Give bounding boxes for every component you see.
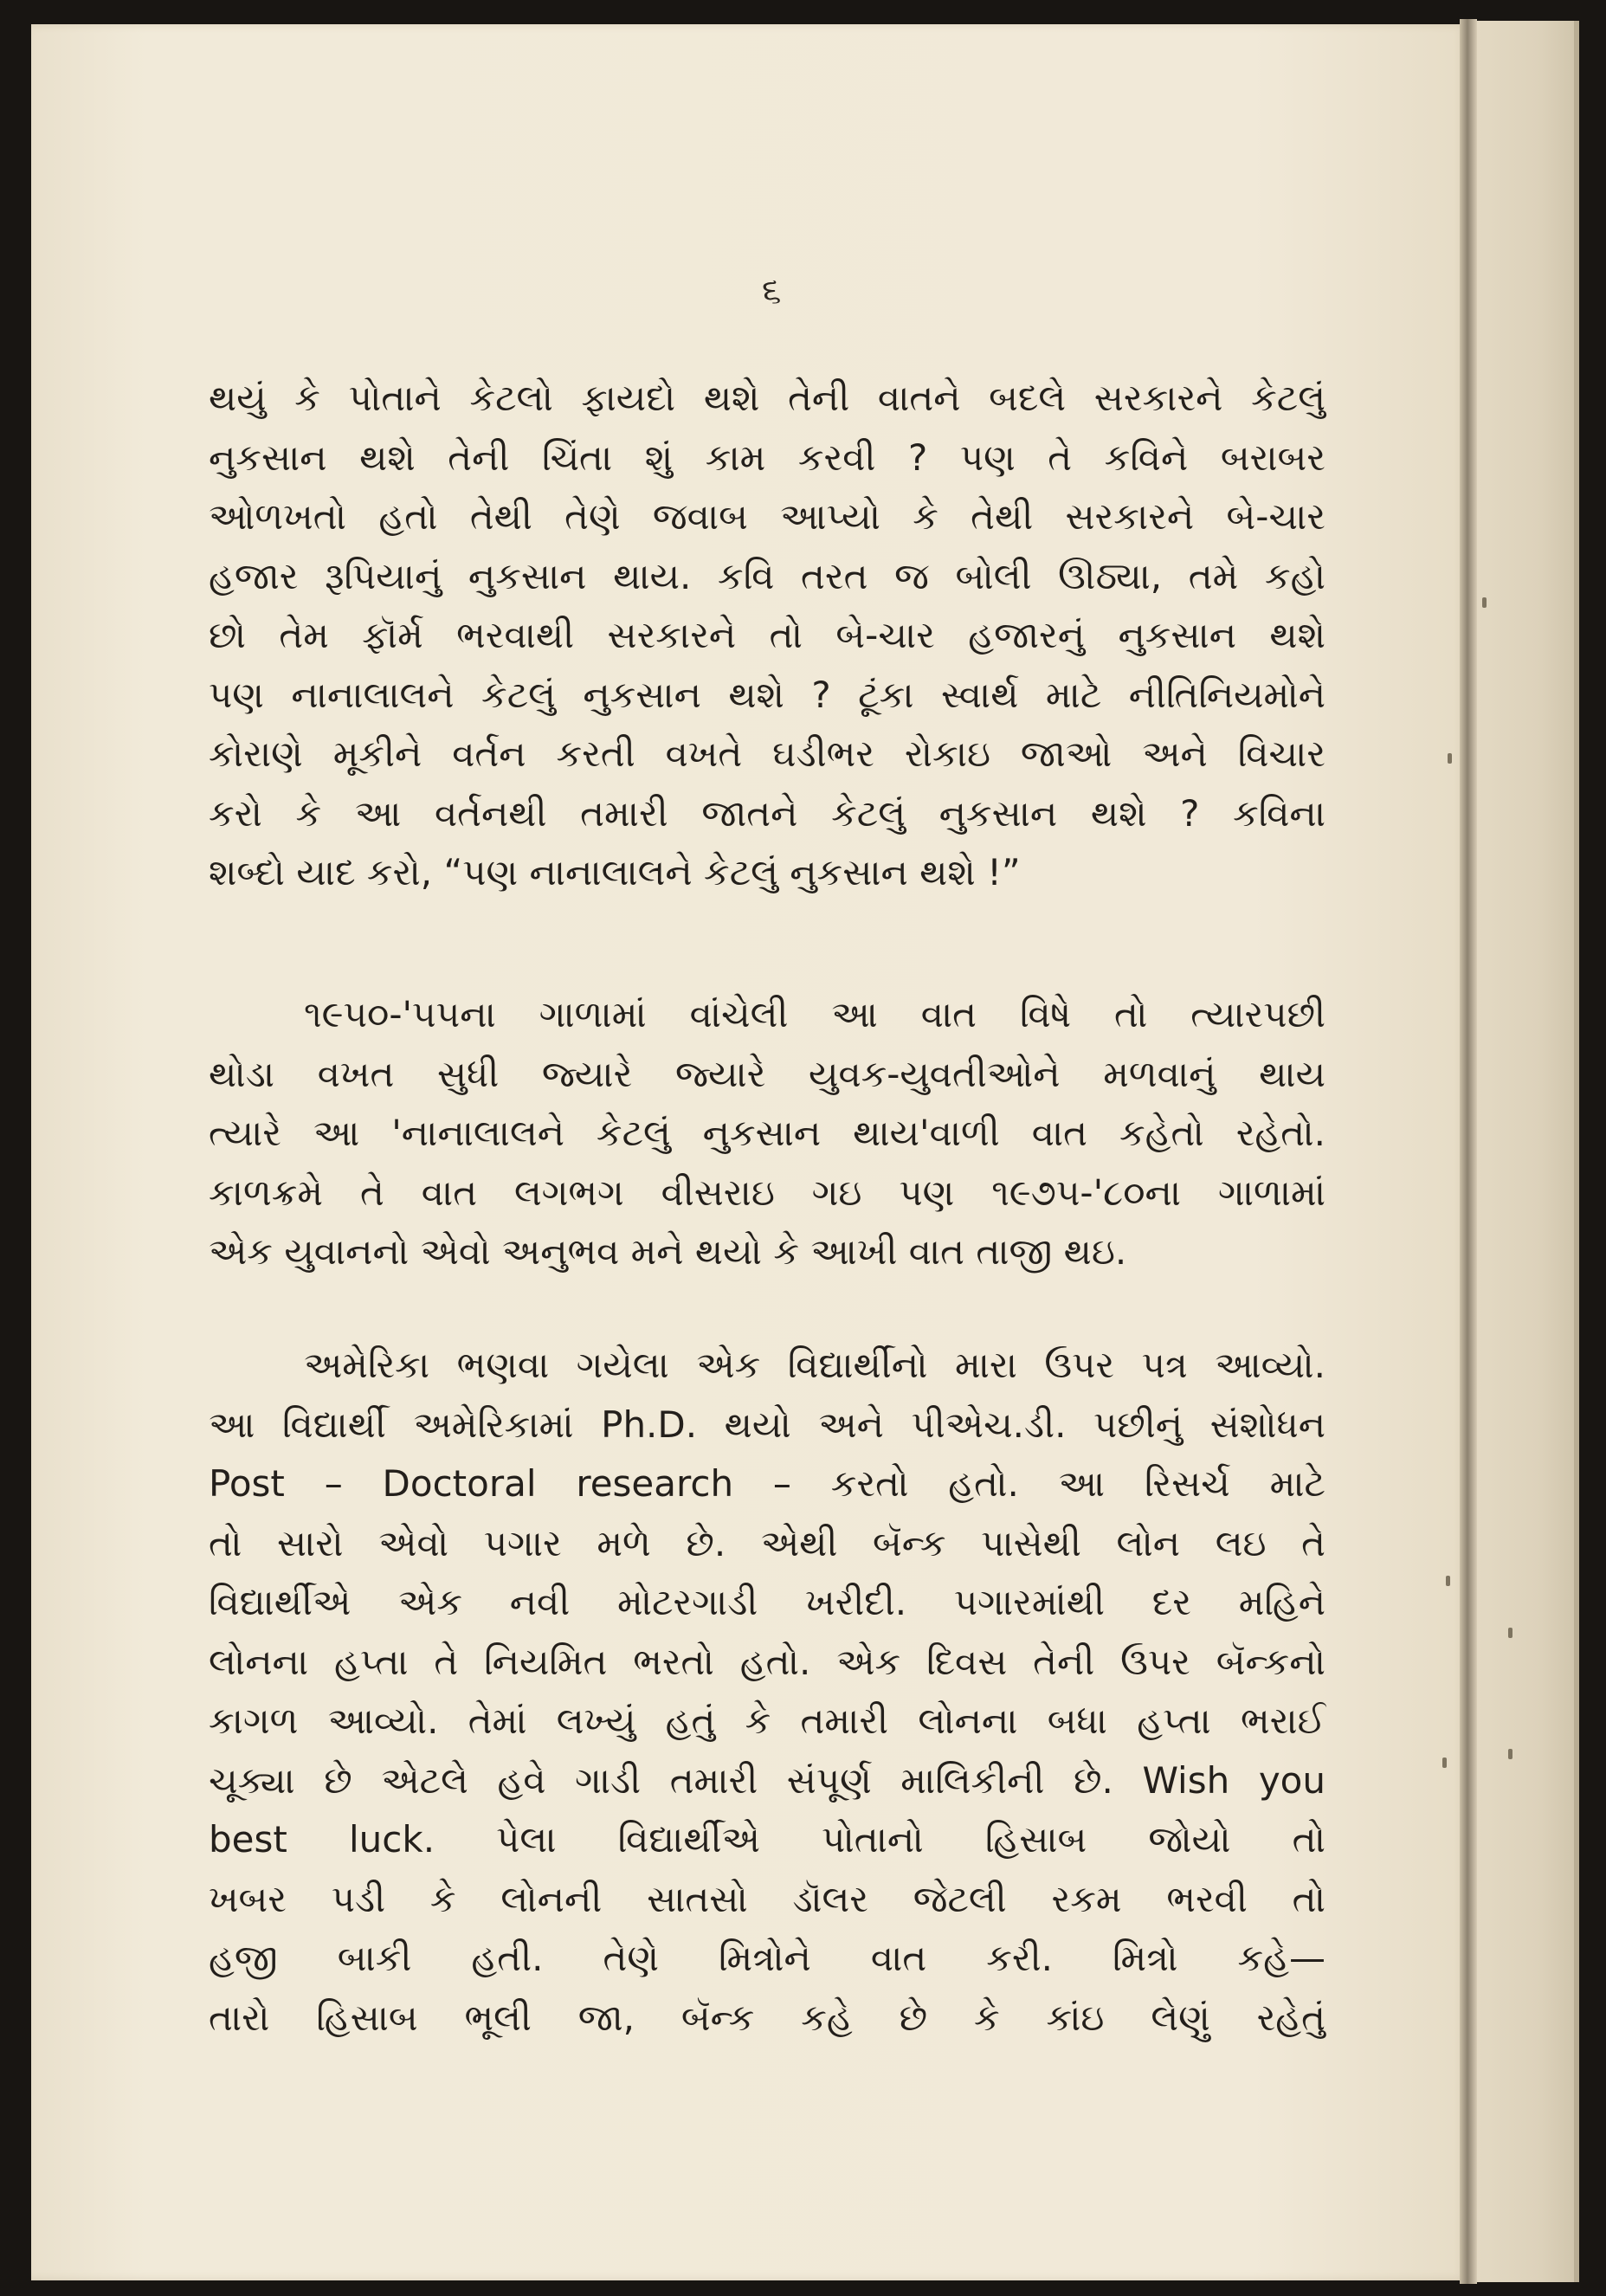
text-line: પણ નાનાલાલને કેટલું નુકસાન થશે ? ટૂંકા સ્વાર્થ માટે નીતિનિયમોને <box>209 673 1325 716</box>
page-edge-shadow <box>1574 21 1579 2282</box>
text-line: best luck. પેલા વિદ્યાર્થીએ પોતાનો હિસાબ જોયો તો <box>209 1818 1325 1861</box>
text-line: લોનના હપ્તા તે નિયમિત ભરતો હતો. એક દિવસ તેની ઉપર બૅન્કનો <box>209 1640 1325 1683</box>
text-line: થયું કે પોતાને કેટલો ફાયદો થશે તેની વાતને બદલે સરકારને કેટલું <box>209 377 1325 419</box>
text-line: નુકસાન થશે તેની ચિંતા શું કામ કરવી ? પણ તે કવિને બરાબર <box>209 435 1325 479</box>
text-line: ૧૯૫૦-'૫૫ના ગાળામાં વાંચેલી આ વાત વિષે તો ત્યારપછી <box>304 993 1325 1035</box>
paragraph-3 <box>209 1336 1325 2048</box>
text-line: વિદ્યાર્થીએ એક નવી મોટરગાડી ખરીદી. પગારમાંથી દર મહિને <box>209 1581 1325 1623</box>
paper-speck <box>1442 1757 1447 1768</box>
book-page <box>31 24 1468 2280</box>
text-line: તો સારો એવો પગાર મળે છે. એથી બૅન્ક પાસેથી લોન લઇ તે <box>209 1521 1325 1564</box>
text-line: ત્યારે આ 'નાનાલાલને કેટલું નુકસાન થાય'વાળી વાત કહેતો રહેતો. <box>209 1112 1325 1154</box>
paper-speck <box>1508 1628 1512 1638</box>
paper-speck <box>1448 753 1452 764</box>
paper-speck <box>1482 597 1487 608</box>
text-line: છો તેમ ફૉર્મ ભરવાથી સરકારને તો બે-ચાર હજારનું નુકસાન થશે <box>209 614 1325 656</box>
book-gutter <box>1460 19 1477 2284</box>
text-line: તારો હિસાબ ભૂલી જા, બૅન્ક કહે છે કે કાંઇ લેણું રહેતું <box>209 1996 1325 2039</box>
text-line: એક યુવાનનો એવો અનુભવ મને થયો કે આખી વાત તાજી થઇ. <box>209 1230 1127 1273</box>
text-line: ખબર પડી કે લોનની સાતસો ડૉલર જેટલી રકમ ભરવી તો <box>209 1877 1325 1920</box>
text-line: અમેરિકા ભણવા ગયેલા એક વિદ્યાર્થીનો મારા ઉપર પત્ર આવ્યો. <box>304 1344 1325 1386</box>
text-line: કાગળ આવ્યો. તેમાં લખ્યું હતું કે તમારી લોનના બધા હપ્તા ભરાઈ <box>209 1699 1325 1742</box>
text-line: કરો કે આ વર્તનથી તમારી જાતને કેટલું નુકસાન થશે ? કવિના <box>209 791 1325 835</box>
page-number: ૬ <box>762 271 782 311</box>
text-line: આ વિદ્યાર્થી અમેરિકામાં Ph.D. થયો અને પીએચ.ડી. પછીનું સંશોધન <box>209 1403 1325 1446</box>
text-line: હજાર રૂપિયાનું નુકસાન થાય. કવિ તરત જ બોલી ઊઠ્યા, તમે કહો <box>209 554 1325 597</box>
text-line: ચૂક્યા છે એટલે હવે ગાડી તમારી સંપૂર્ણ માલિકીની છે. Wish you <box>209 1758 1325 1802</box>
facing-page-edge <box>1477 21 1579 2282</box>
paper-speck <box>1508 1749 1512 1759</box>
text-line: Post – Doctoral research – કરતો હતો. આ રિસર્ચ માટે <box>209 1462 1325 1505</box>
text-line: શબ્દો યાદ કરો, “પણ નાનાલાલને કેટલું નુકસાન થશે !” <box>209 851 1021 893</box>
paper-speck <box>1446 1576 1450 1586</box>
text-line: થોડા વખત સુધી જ્યારે જ્યારે યુવક-યુવતીઓને મળવાનું થાય <box>209 1052 1325 1095</box>
text-line: કોરાણે મૂકીને વર્તન કરતી વખતે ઘડીભર રોકાઇ જાઓ અને વિચાર <box>209 732 1325 775</box>
text-line: કાળક્રમે તે વાત લગભગ વીસરાઇ ગઇ પણ ૧૯૭૫-'૮૦ના ગાળામાં <box>209 1171 1325 1214</box>
text-line: ઓળખતો હતો તેથી તેણે જવાબ આપ્યો કે તેથી સરકારને બે-ચાર <box>209 495 1325 538</box>
paragraph-2 <box>209 985 1325 1282</box>
text-line: હજી બાકી હતી. તેણે મિત્રોને વાત કરી. મિત્રો કહે— <box>209 1937 1325 1979</box>
paragraph-1 <box>209 369 1325 903</box>
